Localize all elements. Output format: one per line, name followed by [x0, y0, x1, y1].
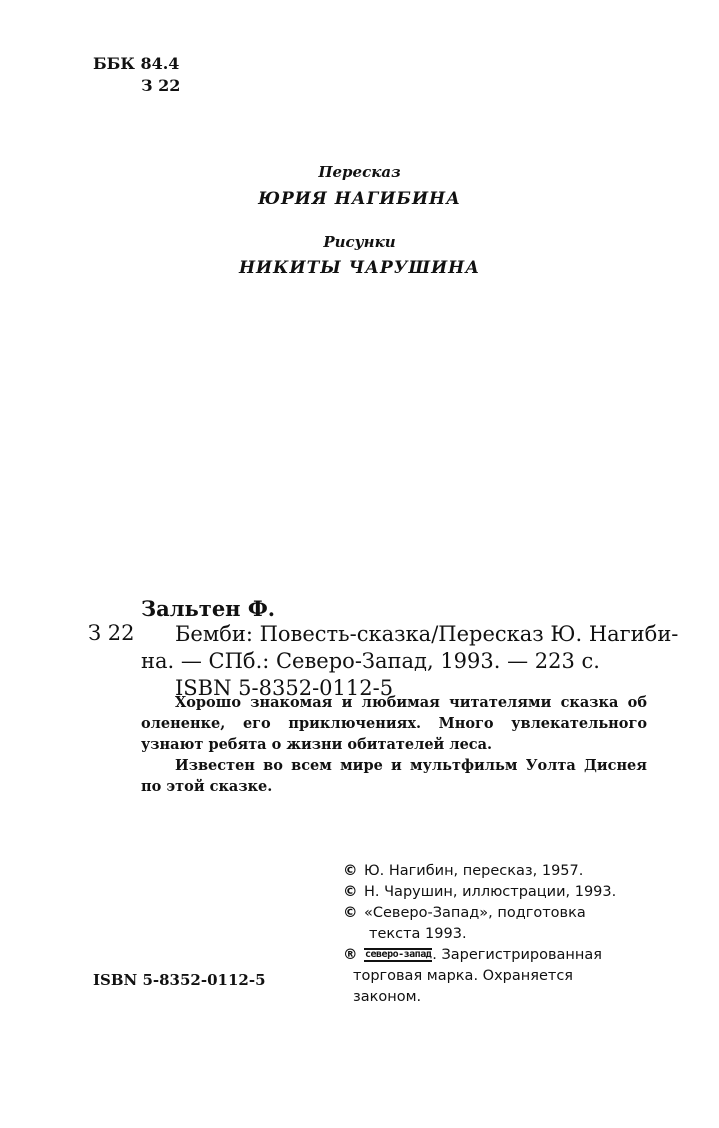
retelling-label: Пересказ [318, 163, 401, 181]
copyright-icon: © [343, 863, 358, 879]
drawings-label: Рисунки [323, 233, 396, 251]
bbk-code: ББК 84.4 [93, 54, 180, 73]
bib-line: Бемби: Повесть-сказка/Пересказ Ю. Нагиби- [175, 622, 679, 646]
registered-trademark-icon: ® [343, 947, 358, 963]
copyright-icon: © [343, 905, 358, 921]
retelling-name: ЮРИЯ НАГИБИНА [258, 189, 461, 209]
annotation [141, 692, 647, 797]
copyright-line: © Ю. Нагибин, пересказ, 1957. [343, 861, 616, 882]
bib-line: на. — СПб.: Северо-Запад, 1993. — 223 с. [141, 649, 600, 673]
copyright-line: © Н. Чарушин, иллюстрации, 1993. [343, 882, 616, 903]
bbk-classification [93, 53, 180, 97]
copyright-block [343, 861, 616, 1008]
trademark-line-continuation: законом. [353, 989, 422, 1005]
cutter-code: З 22 [141, 76, 181, 95]
copyright-line: © «Северо-Запад», подготовка [343, 903, 616, 924]
annotation-paragraph: Хорошо знакомая и любимая читателями сказка об олененке, его приключениях. Много увлекательного узнают ребята о жизни обитателей леса. [141, 694, 647, 753]
cutter-code-entry: З 22 [88, 621, 135, 645]
publisher-logo: северо-запад [365, 949, 432, 960]
bib-isbn: ISBN 5-8352-0112-5 [175, 676, 394, 700]
bibliographic-record [141, 621, 678, 702]
copyright-line-continuation: текста 1993. [369, 926, 467, 942]
drawings-name: НИКИТЫ ЧАРУШИНА [238, 258, 481, 278]
annotation-paragraph: Известен во всем мире и мультфильм Уолта Диснея по этой сказке. [141, 757, 647, 795]
trademark-line: ® северо-запад. Зарегистрированная [343, 945, 616, 966]
isbn-bottom: ISBN 5-8352-0112-5 [93, 971, 266, 989]
copyright-icon: © [343, 884, 358, 900]
author-heading: Зальтен Ф. [141, 596, 276, 621]
trademark-line-continuation: торговая марка. Охраняется [353, 968, 574, 984]
